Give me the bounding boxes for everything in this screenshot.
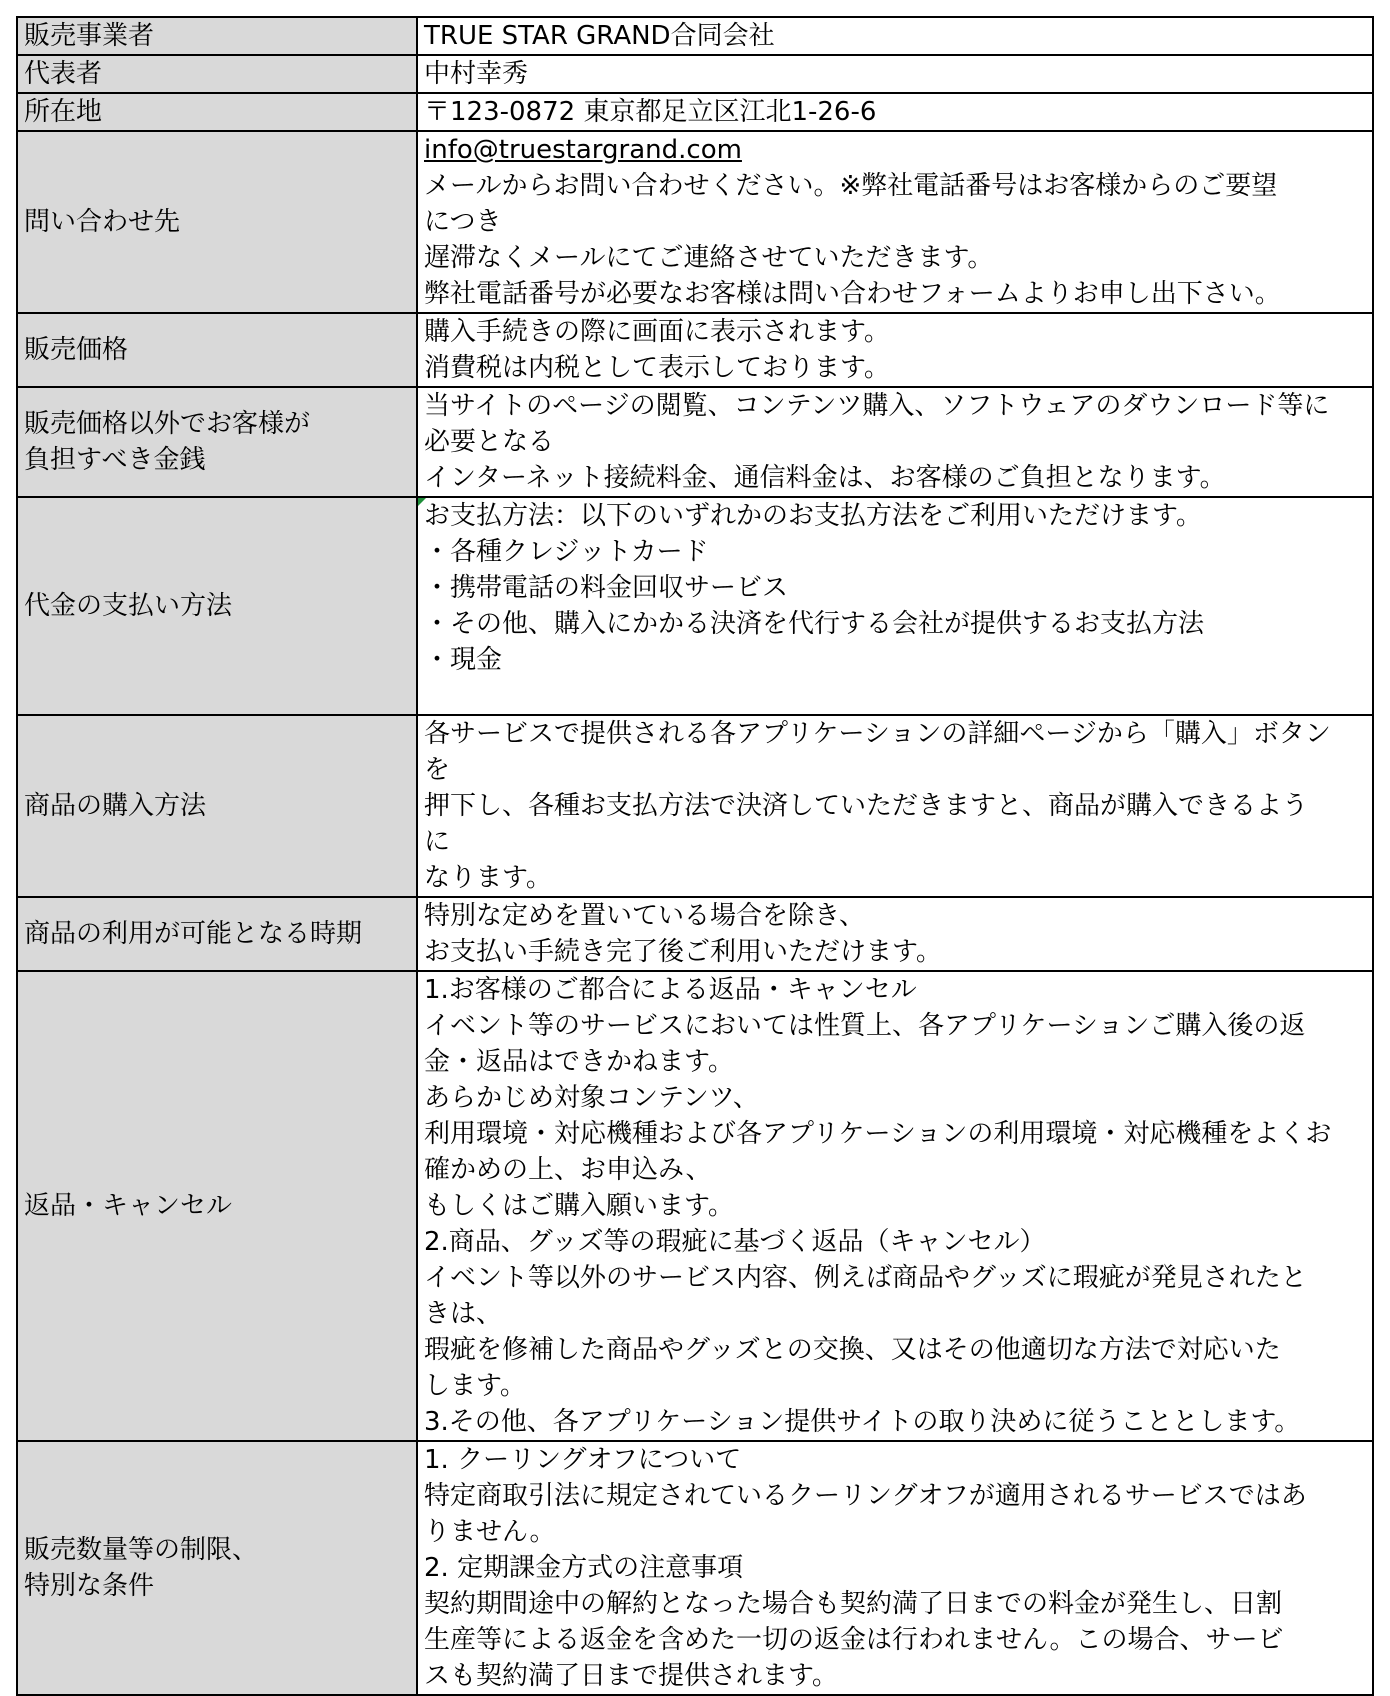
value-line: 〒123-0872 東京都足立区江北1-26-6 bbox=[424, 97, 877, 127]
value-line: 瑕疵を修補した商品やグッズとの交換、又はその他適切な方法で対応いた bbox=[424, 1335, 1281, 1365]
row-label: 代表者 bbox=[17, 55, 417, 93]
value-line: イベント等のサービスにおいては性質上、各アプリケーションご購入後の返 bbox=[424, 1011, 1306, 1041]
table-body bbox=[17, 17, 1373, 1695]
table-row-availability bbox=[17, 897, 1373, 971]
row-label: 所在地 bbox=[17, 93, 417, 131]
table-row-payment-method bbox=[17, 497, 1373, 715]
row-label: 代金の支払い方法 bbox=[17, 497, 417, 715]
row-value bbox=[417, 897, 1373, 971]
value-line: なります。 bbox=[424, 863, 552, 893]
value-line bbox=[424, 678, 1366, 714]
table-row-seller bbox=[17, 17, 1373, 55]
value-line: きは、 bbox=[424, 1299, 503, 1329]
value-line: メールからお問い合わせください。※弊社電話番号はお客様からのご要望 bbox=[424, 171, 1278, 201]
value-line: を bbox=[424, 755, 451, 785]
value-line: につき bbox=[424, 207, 502, 237]
value-line: 必要となる bbox=[424, 427, 555, 457]
value-line: 2.商品、グッズ等の瑕疵に基づく返品（キャンセル） bbox=[424, 1227, 1046, 1257]
value-line: イベント等以外のサービス内容、例えば商品やグッズに瑕疵が発見されたと bbox=[424, 1263, 1307, 1293]
table-row-returns-cancel bbox=[17, 971, 1373, 1441]
row-label: 販売事業者 bbox=[17, 17, 417, 55]
row-value bbox=[417, 387, 1373, 497]
value-line: 特別な定めを置いている場合を除き、 bbox=[424, 901, 865, 931]
value-line: します。 bbox=[424, 1371, 526, 1401]
row-label: 販売価格以外でお客様が 負担すべき金銭 bbox=[17, 387, 417, 497]
row-value bbox=[417, 17, 1373, 55]
business-info-table bbox=[16, 16, 1374, 1696]
value-line: ・各種クレジットカード bbox=[424, 537, 709, 567]
value-line: 利用環境・対応機種および各アプリケーションの利用環境・対応機種をよくお bbox=[424, 1119, 1332, 1149]
value-line: 3.その他、各アプリケーション提供サイトの取り決めに従うこととします。 bbox=[424, 1407, 1301, 1437]
value-line: 押下し、各種お支払方法で決済していただきますと、商品が購入できるよう bbox=[424, 791, 1309, 821]
value-line: 特定商取引法に規定されているクーリングオフが適用されるサービスではあ bbox=[424, 1481, 1307, 1511]
value-line: ・携帯電話の料金回収サービス bbox=[424, 573, 789, 603]
value-line: 契約期間途中の解約となった場合も契約満了日までの料金が発生し、日割 bbox=[424, 1589, 1283, 1619]
cell-comment-marker bbox=[418, 498, 426, 506]
value-line: 金・返品はできかねます。 bbox=[424, 1047, 734, 1077]
table-row-other-fees bbox=[17, 387, 1373, 497]
row-label: 商品の購入方法 bbox=[17, 715, 417, 897]
row-value bbox=[417, 131, 1373, 313]
value-line: 1. クーリングオフについて bbox=[424, 1445, 742, 1475]
row-value bbox=[417, 55, 1373, 93]
value-line: TRUE STAR GRAND合同会社 bbox=[424, 21, 775, 51]
table-row-restrictions bbox=[17, 1441, 1373, 1695]
value-line: 確かめの上、お申込み、 bbox=[424, 1155, 712, 1185]
value-line: お支払い手続き完了後ご利用いただけます。 bbox=[424, 937, 942, 967]
row-value bbox=[417, 497, 1373, 715]
value-line: インターネット接続料金、通信料金は、お客様のご負担となります。 bbox=[424, 463, 1226, 493]
value-line: 購入手続きの際に画面に表示されます。 bbox=[424, 317, 890, 347]
row-value bbox=[417, 1441, 1373, 1695]
value-line: 1.お客様のご都合による返品・キャンセル bbox=[424, 975, 917, 1005]
contact-email-link[interactable]: info@truestargrand.com bbox=[424, 135, 742, 165]
value-line: スも契約満了日まで提供されます。 bbox=[424, 1661, 838, 1691]
value-line: 中村幸秀 bbox=[424, 59, 529, 89]
value-line: 弊社電話番号が必要なお客様は問い合わせフォームよりお申し出下さい。 bbox=[424, 279, 1281, 309]
value-line: ・現金 bbox=[424, 645, 503, 675]
table-row-contact bbox=[17, 131, 1373, 313]
table-row-purchase-method bbox=[17, 715, 1373, 897]
table-row-price bbox=[17, 313, 1373, 387]
value-line: 2. 定期課金方式の注意事項 bbox=[424, 1553, 744, 1583]
value-line: りません。 bbox=[424, 1517, 556, 1547]
row-label: 返品・キャンセル bbox=[17, 971, 417, 1441]
value-line: あらかじめ対象コンテンツ、 bbox=[424, 1083, 759, 1113]
value-line: 遅滞なくメールにてご連絡させていただきます。 bbox=[424, 243, 994, 273]
value-line: 当サイトのページの閲覧、コンテンツ購入、ソフトウェアのダウンロード等に bbox=[424, 391, 1330, 421]
table-row-address bbox=[17, 93, 1373, 131]
row-value bbox=[417, 93, 1373, 131]
value-line: 消費税は内税として表示しております。 bbox=[424, 353, 890, 383]
value-line: 生産等による返金を含めた一切の返金は行われません。この場合、サービ bbox=[424, 1625, 1284, 1655]
value-line: ・その他、購入にかかる決済を代行する会社が提供するお支払方法 bbox=[424, 609, 1205, 639]
row-value bbox=[417, 715, 1373, 897]
row-value bbox=[417, 313, 1373, 387]
row-label: 問い合わせ先 bbox=[17, 131, 417, 313]
value-line: お支払方法：以下のいずれかのお支払方法をご利用いただけます。 bbox=[424, 501, 1202, 531]
value-line: もしくはご購入願います。 bbox=[424, 1191, 734, 1221]
row-label: 販売数量等の制限、 特別な条件 bbox=[17, 1441, 417, 1695]
row-value bbox=[417, 971, 1373, 1441]
row-label: 販売価格 bbox=[17, 313, 417, 387]
value-line: 各サービスで提供される各アプリケーションの詳細ページから「購入」ボタン bbox=[424, 719, 1331, 749]
row-label: 商品の利用が可能となる時期 bbox=[17, 897, 417, 971]
value-line: に bbox=[424, 827, 451, 857]
table-row-representative bbox=[17, 55, 1373, 93]
